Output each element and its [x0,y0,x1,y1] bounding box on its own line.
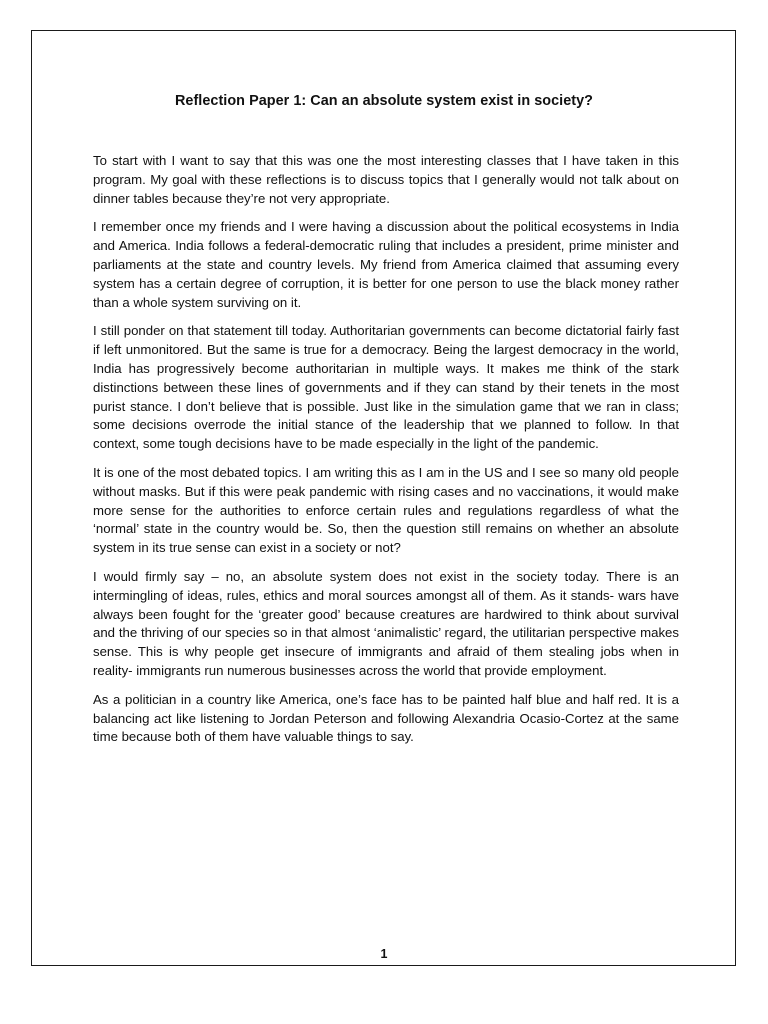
paragraph-2: I remember once my friends and I were having a discussion about the political ecosystems in India and America. India follows a federal-democratic ruling that includes a president, prime minister and parliaments at the state and country levels. My friend from America claimed that assuming every system has a certain degree of corruption, it is better for one person to use the black money rather than a whole system surviving on it. [93,219,679,310]
document-body [93,152,679,757]
page-number: 1 [380,947,388,961]
paragraph-3: I still ponder on that statement till today. Authoritarian governments can become dictatorial fairly fast if left unmonitored. But the same is true for a democracy. Being the largest democracy in the world, India has progressively become authoritarian in multiple ways. It makes me think of the stark distinctions between these lines of governments and if they can stand by their tenets in the most purist stance. I don’t believe that is possible. Just like in the simulation game that we ran in class; some decisions overrode the initial stance of the leadership that we planned to follow. In that context, some tough decisions have to be made especially in the light of the pandemic. [93,323,679,452]
paragraph-6: As a politician in a country like America, one’s face has to be painted half blue and half red. It is a balancing act like listening to Jordan Peterson and following Alexandria Ocasio-Cortez at the same time because both of them have valuable things to say. [93,691,679,745]
paragraph-1: To start with I want to say that this was one the most interesting classes that I have taken in this program. My goal with these reflections is to discuss topics that I generally would not talk about on dinner tables because they’re not very appropriate. [93,153,679,206]
document-title: Reflection Paper 1: Can an absolute system exist in society? [174,93,594,109]
paragraph-4: It is one of the most debated topics. I am writing this as I am in the US and I see so many old people without masks. But if this were peak pandemic with rising cases and no vaccinations, it would make more sense for the authorities to enforce certain rules and regulations regardless of what the ‘normal’ state in the country would be. So, then the question still remains on whether an absolute system in its true sense can exist in a society or not? [93,464,679,556]
paragraph-5: I would firmly say – no, an absolute system does not exist in the society today. There is an intermingling of ideas, rules, ethics and moral sources amongst all of them. As it stands- wars have always been fought for the ‘greater good’ because creatures are hardwired to think about survival and the thriving of our species so in that almost ‘animalistic’ regard, the utilitarian perspective makes sense. This is why people get insecure of immigrants and afraid of them stealing jobs when in reality- immigrants run numerous businesses across the world that provide employment. [93,568,679,678]
